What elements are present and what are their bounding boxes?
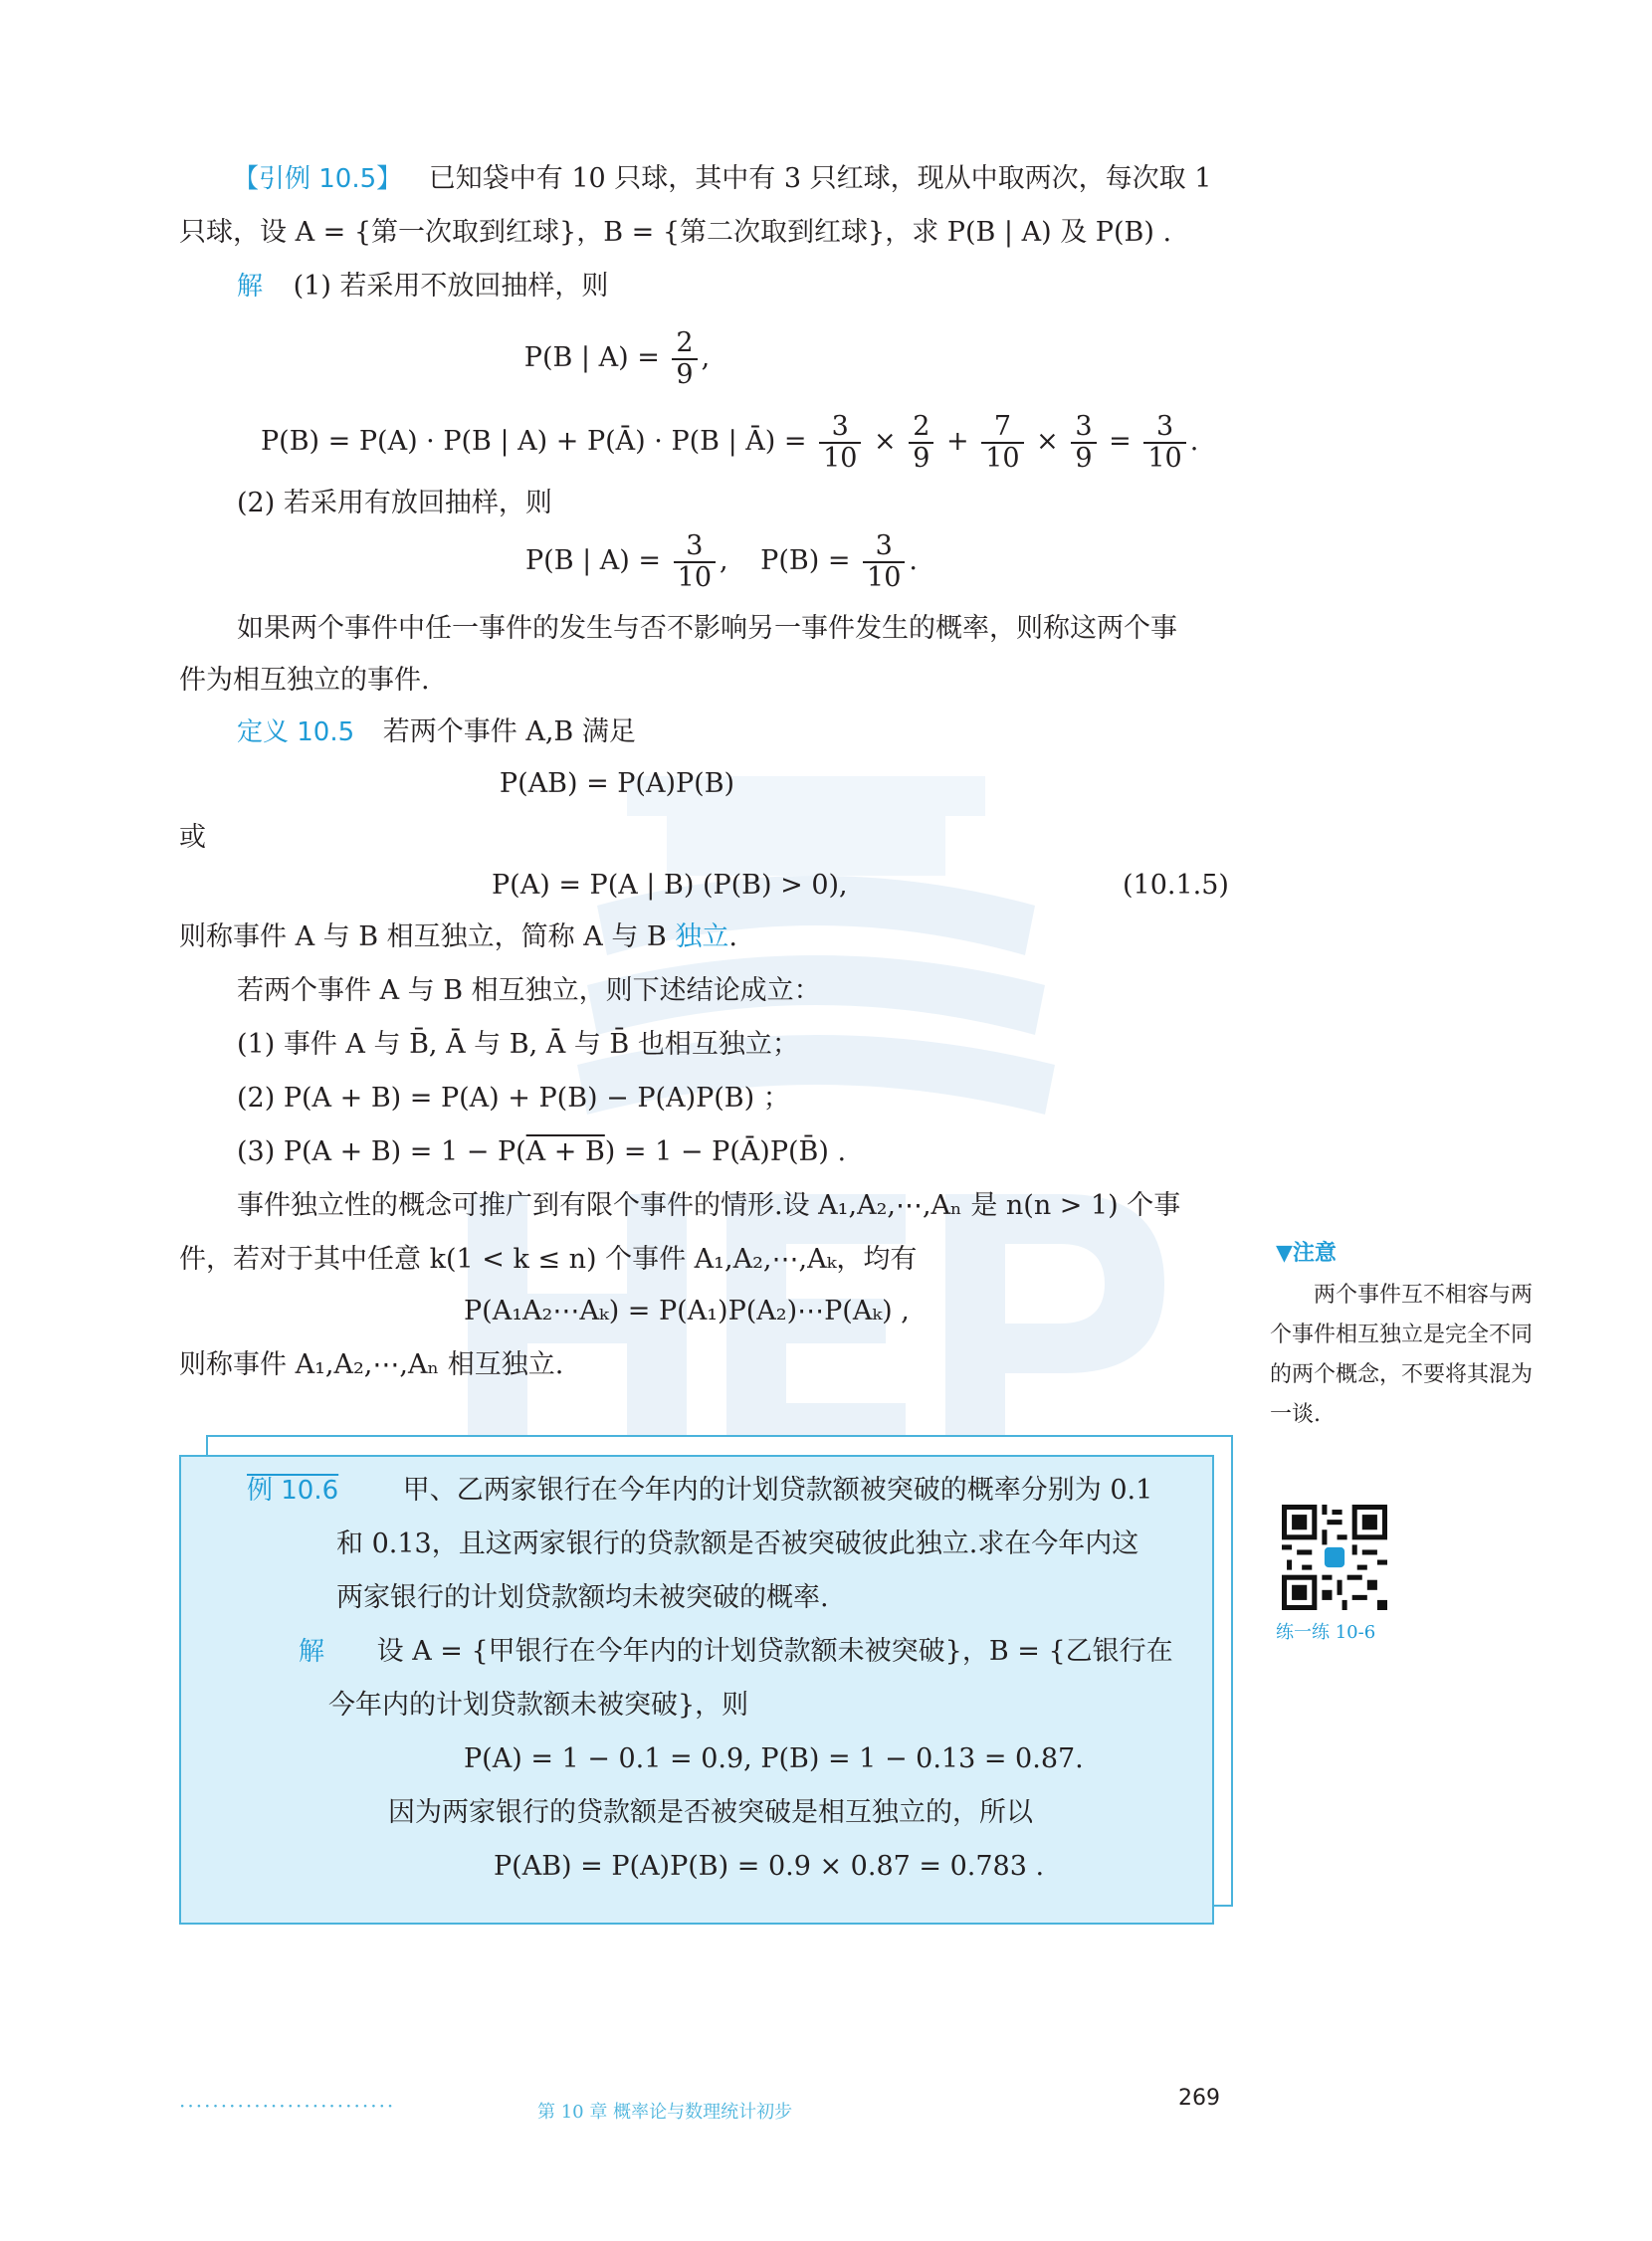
equation-with-replacement: P(B | A) = $\frac{3}{10}$ , P(B) = $\frac{3}{10}$ . xyxy=(525,530,918,593)
fraction xyxy=(819,412,861,473)
paragraph-independence-line2: 件为相互独立的事件. xyxy=(179,665,430,696)
example2-line1 xyxy=(247,1471,1152,1511)
p3-pre: (3) P(A + B) = 1 − P( xyxy=(237,1136,526,1167)
generalization-line1: 事件独立性的概念可推广到有限个事件的情形.设 A₁,A₂,⋯,Aₙ 是 n(n > 1) 个事 xyxy=(237,1190,1181,1221)
example2-solution-line1 xyxy=(299,1632,1173,1672)
example2-sol2: 今年内的计划贷款额未被突破}，则 xyxy=(328,1690,749,1721)
numerator: 3 xyxy=(1071,412,1096,444)
numerator: 7 xyxy=(981,412,1023,444)
generalization-line3: 则称事件 A₁,A₂,⋯,Aₙ 相互独立. xyxy=(179,1349,564,1380)
page-number: 269 xyxy=(1178,2086,1220,2111)
numerator: 3 xyxy=(863,531,905,563)
example2-sol1: 设 A = {甲银行在今年内的计划贷款额未被突破}，B = {乙银行在 xyxy=(376,1636,1173,1667)
numerator: 2 xyxy=(909,412,933,444)
fraction xyxy=(863,531,905,592)
definition-label: 定义 10.5 xyxy=(237,717,355,747)
definition-text: 若两个事件 A,B 满足 xyxy=(382,716,636,747)
definition-equation1: P(AB) = P(A)P(B) xyxy=(499,768,735,799)
eq1-left: P(B | A) = xyxy=(523,342,660,374)
fraction xyxy=(909,412,933,473)
fraction xyxy=(674,531,716,592)
denominator: 10 xyxy=(823,442,858,474)
numerator: 3 xyxy=(819,412,861,444)
equation-conditional-prob xyxy=(0,328,1234,389)
example2-solution-label: 解 xyxy=(299,1637,325,1667)
footer-chapter: 第 10 章 概率论与数理统计初步 xyxy=(537,2102,793,2123)
term-independent: 独立 xyxy=(675,921,729,952)
intro-example-line1 xyxy=(233,159,1211,199)
intro-example-text2: 只球，设 A = {第一次取到红球}，B = {第二次取到红球}，求 P(B | A) 及 P(B) . xyxy=(179,217,1172,248)
properties-intro: 若两个事件 A 与 B 相互独立，则下述结论成立： xyxy=(237,975,821,1006)
solution-label: 解 xyxy=(237,272,264,302)
fraction xyxy=(981,412,1023,473)
example2-line3: 两家银行的计划贷款额均未被突破的概率. xyxy=(336,1582,829,1613)
definition-or: 或 xyxy=(179,822,206,853)
footer-dots: ·························· xyxy=(179,2094,396,2118)
conclusion-text: 则称事件 A 与 B 相互独立，简称 A 与 B xyxy=(179,921,676,952)
intro-example-text1: 已知袋中有 10 只球，其中有 3 只红球，现从中取两次，每次取 1 xyxy=(428,163,1212,194)
p3-overline: A + B xyxy=(525,1136,605,1167)
example2-equation2: P(AB) = P(A)P(B) = 0.9 × 0.87 = 0.783 . xyxy=(494,1851,1045,1882)
fraction xyxy=(1071,412,1096,473)
property-2: (2) P(A + B) = P(A) + P(B) − P(A)P(B) ； xyxy=(237,1083,790,1114)
intro-example-label: 【引例 10.5】 xyxy=(233,164,403,194)
qr-code-icon[interactable] xyxy=(1282,1505,1387,1610)
generalization-line2: 件，若对于其中任意 k(1 < k ≤ n) 个事件 A₁,A₂,⋯,Aₖ，均有 xyxy=(179,1244,918,1275)
definition-equation2: P(A) = P(A | B) (P(B) > 0), xyxy=(492,870,848,901)
property-3 xyxy=(237,1132,846,1172)
definition-line xyxy=(237,713,636,752)
solution-part1-line xyxy=(237,267,608,306)
example2-label: 例 10.6 xyxy=(247,1476,339,1506)
denominator: 10 xyxy=(867,561,902,593)
denominator: 9 xyxy=(1075,442,1093,474)
denominator: 10 xyxy=(1147,442,1182,474)
eq2-left: P(B) = P(A) · P(B | A) + P(Ā) · P(B | Ā) = xyxy=(261,426,807,458)
comma: , xyxy=(701,342,711,374)
period: . xyxy=(728,921,737,952)
numerator: 3 xyxy=(1143,412,1185,444)
equation-number: (10.1.5) xyxy=(1123,870,1229,901)
fraction-2-9 xyxy=(672,328,697,389)
denominator: 10 xyxy=(985,442,1020,474)
property-1: (1) 事件 A 与 B̄, Ā 与 B, Ā 与 B̄ 也相互独立； xyxy=(237,1029,799,1060)
eq3-right: P(B) = xyxy=(760,545,851,577)
generalization-equation: P(A₁A₂⋯Aₖ) = P(A₁)P(A₂)⋯P(Aₖ) , xyxy=(464,1296,910,1326)
numerator: 3 xyxy=(674,531,716,563)
solution-part2: (2) 若采用有放回抽样，则 xyxy=(237,488,552,518)
p3-post: ) = 1 − P(Ā)P(B̄) . xyxy=(604,1136,847,1167)
denominator: 9 xyxy=(913,442,930,474)
numerator: 2 xyxy=(672,328,697,360)
example2-equation1: P(A) = 1 − 0.1 = 0.9, P(B) = 1 − 0.13 = 0.87. xyxy=(464,1743,1084,1774)
fraction xyxy=(1143,412,1185,473)
definition-conclusion xyxy=(179,917,737,957)
example2-sol3: 因为两家银行的贷款额是否被突破是相互独立的，所以 xyxy=(388,1797,1033,1828)
eq3-left: P(B | A) = xyxy=(525,545,662,577)
note-title: ▼注意 xyxy=(1276,1241,1337,1266)
qr-label: 练一练 10-6 xyxy=(1276,1622,1376,1643)
paragraph-independence-line1: 如果两个事件中任一事件的发生与否不影响另一事件发生的概率，则称这两个事 xyxy=(237,613,1177,644)
equation-total-prob: P(B) = P(A) · P(B | A) + P(Ā) · P(B | Ā) = $\frac{3}{10}$ × $\frac{2}{9}$ + $\frac{7}{10}$ × $\frac{3}{9}$ = $\frac{3}{10}$ . xyxy=(261,411,1199,474)
denominator: 10 xyxy=(677,561,712,593)
solution-part1: (1) 若采用不放回抽样，则 xyxy=(293,271,609,302)
example2-line2: 和 0.13，且这两家银行的贷款额是否被突破彼此独立.求在今年内这 xyxy=(336,1528,1139,1559)
denominator: 9 xyxy=(676,358,694,390)
example2-text1: 甲、乙两家银行在今年内的计划贷款额被突破的概率分别为 0.1 xyxy=(402,1475,1153,1506)
note-text: 两个事件互不相容与两个事件相互独立是完全不同的两个概念，不要将其混为一谈. xyxy=(1270,1283,1534,1427)
